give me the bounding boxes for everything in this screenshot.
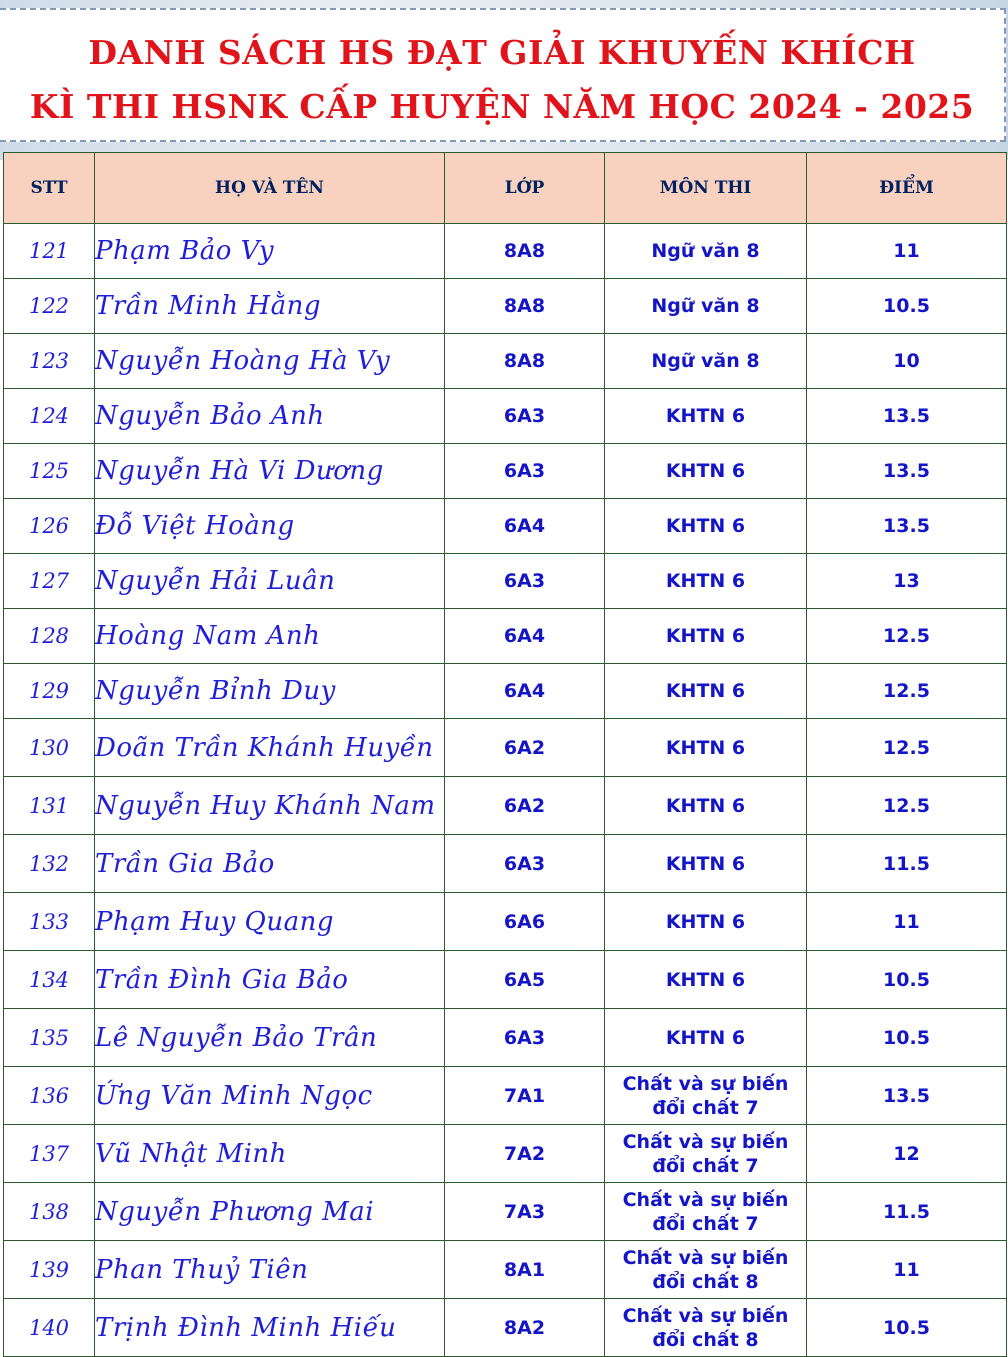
row-stt: 131 bbox=[4, 777, 95, 835]
row-stt: 139 bbox=[4, 1241, 95, 1299]
table-row bbox=[4, 777, 1007, 835]
table-row bbox=[4, 664, 1007, 719]
table-row bbox=[4, 499, 1007, 554]
row-name: Trần Minh Hằng bbox=[95, 279, 445, 334]
row-class: 7A1 bbox=[445, 1067, 605, 1125]
row-subject: Ngữ văn 8 bbox=[605, 279, 807, 334]
row-stt: 136 bbox=[4, 1067, 95, 1125]
row-subject: Chất và sự biến đổi chất 8 bbox=[605, 1241, 807, 1299]
row-class: 7A3 bbox=[445, 1183, 605, 1241]
row-stt: 129 bbox=[4, 664, 95, 719]
row-class: 6A3 bbox=[445, 835, 605, 893]
table-header-row bbox=[4, 153, 1007, 224]
row-subject: Ngữ văn 8 bbox=[605, 224, 807, 279]
row-stt: 121 bbox=[4, 224, 95, 279]
row-name: Doãn Trần Khánh Huyền bbox=[95, 719, 445, 777]
title-line-2: KÌ THI HSNK CẤP HUYỆN NĂM HỌC 2024 - 2025 bbox=[29, 87, 975, 126]
row-class: 6A4 bbox=[445, 499, 605, 554]
row-class: 8A8 bbox=[445, 334, 605, 389]
row-subject: Chất và sự biến đổi chất 7 bbox=[605, 1125, 807, 1183]
table-row bbox=[4, 554, 1007, 609]
header-name: HỌ VÀ TÊN bbox=[95, 153, 445, 224]
row-stt: 137 bbox=[4, 1125, 95, 1183]
row-name: Trần Gia Bảo bbox=[95, 835, 445, 893]
table-row bbox=[4, 835, 1007, 893]
row-score: 11 bbox=[807, 893, 1007, 951]
row-score: 13.5 bbox=[807, 499, 1007, 554]
row-class: 8A1 bbox=[445, 1241, 605, 1299]
row-score: 10 bbox=[807, 334, 1007, 389]
row-subject: KHTN 6 bbox=[605, 609, 807, 664]
table-row bbox=[4, 1299, 1007, 1357]
row-subject: Chất và sự biến đổi chất 7 bbox=[605, 1067, 807, 1125]
row-stt: 134 bbox=[4, 951, 95, 1009]
row-stt: 124 bbox=[4, 389, 95, 444]
row-class: 8A2 bbox=[445, 1299, 605, 1357]
row-score: 13.5 bbox=[807, 1067, 1007, 1125]
row-score: 13.5 bbox=[807, 389, 1007, 444]
row-name: Nguyễn Huy Khánh Nam bbox=[95, 777, 445, 835]
row-score: 10.5 bbox=[807, 1009, 1007, 1067]
row-class: 6A3 bbox=[445, 1009, 605, 1067]
row-class: 6A2 bbox=[445, 777, 605, 835]
header-stt: STT bbox=[4, 153, 95, 224]
row-score: 10.5 bbox=[807, 279, 1007, 334]
title-box bbox=[0, 8, 1006, 142]
row-score: 10.5 bbox=[807, 951, 1007, 1009]
row-score: 13.5 bbox=[807, 444, 1007, 499]
table-row bbox=[4, 1183, 1007, 1241]
row-subject: KHTN 6 bbox=[605, 835, 807, 893]
row-name: Nguyễn Bỉnh Duy bbox=[95, 664, 445, 719]
table-row bbox=[4, 893, 1007, 951]
row-name: Trần Đình Gia Bảo bbox=[95, 951, 445, 1009]
row-score: 10.5 bbox=[807, 1299, 1007, 1357]
row-score: 12 bbox=[807, 1125, 1007, 1183]
row-class: 6A5 bbox=[445, 951, 605, 1009]
row-score: 11.5 bbox=[807, 835, 1007, 893]
row-subject: KHTN 6 bbox=[605, 1009, 807, 1067]
row-class: 6A4 bbox=[445, 664, 605, 719]
awards-table bbox=[3, 152, 1007, 1357]
row-subject: Chất và sự biến đổi chất 7 bbox=[605, 1183, 807, 1241]
row-stt: 127 bbox=[4, 554, 95, 609]
table-body bbox=[4, 224, 1007, 1357]
row-score: 12.5 bbox=[807, 777, 1007, 835]
row-subject: KHTN 6 bbox=[605, 719, 807, 777]
table-row bbox=[4, 444, 1007, 499]
header-score: ĐIỂM bbox=[807, 153, 1007, 224]
row-subject: Ngữ văn 8 bbox=[605, 334, 807, 389]
row-subject: Chất và sự biến đổi chất 8 bbox=[605, 1299, 807, 1357]
row-class: 6A2 bbox=[445, 719, 605, 777]
row-stt: 125 bbox=[4, 444, 95, 499]
row-class: 6A6 bbox=[445, 893, 605, 951]
table-row bbox=[4, 951, 1007, 1009]
row-subject: KHTN 6 bbox=[605, 499, 807, 554]
row-subject: KHTN 6 bbox=[605, 389, 807, 444]
row-subject: KHTN 6 bbox=[605, 951, 807, 1009]
row-subject: KHTN 6 bbox=[605, 444, 807, 499]
row-stt: 126 bbox=[4, 499, 95, 554]
row-class: 6A3 bbox=[445, 554, 605, 609]
row-class: 8A8 bbox=[445, 224, 605, 279]
table-row bbox=[4, 719, 1007, 777]
row-name: Nguyễn Hải Luân bbox=[95, 554, 445, 609]
row-name: Trịnh Đình Minh Hiếu bbox=[95, 1299, 445, 1357]
row-name: Nguyễn Hà Vi Dương bbox=[95, 444, 445, 499]
row-class: 6A3 bbox=[445, 444, 605, 499]
row-name: Phạm Bảo Vy bbox=[95, 224, 445, 279]
row-stt: 133 bbox=[4, 893, 95, 951]
table-row bbox=[4, 1241, 1007, 1299]
table-row bbox=[4, 389, 1007, 444]
row-stt: 132 bbox=[4, 835, 95, 893]
row-stt: 123 bbox=[4, 334, 95, 389]
row-stt: 130 bbox=[4, 719, 95, 777]
row-name: Đỗ Việt Hoàng bbox=[95, 499, 445, 554]
row-name: Phan Thuỷ Tiên bbox=[95, 1241, 445, 1299]
row-score: 12.5 bbox=[807, 609, 1007, 664]
table-row bbox=[4, 1009, 1007, 1067]
row-name: Nguyễn Hoàng Hà Vy bbox=[95, 334, 445, 389]
row-score: 11 bbox=[807, 1241, 1007, 1299]
row-stt: 122 bbox=[4, 279, 95, 334]
row-stt: 128 bbox=[4, 609, 95, 664]
row-name: Ứng Văn Minh Ngọc bbox=[95, 1067, 445, 1125]
row-stt: 138 bbox=[4, 1183, 95, 1241]
row-score: 12.5 bbox=[807, 719, 1007, 777]
row-score: 12.5 bbox=[807, 664, 1007, 719]
table-row bbox=[4, 334, 1007, 389]
row-subject: KHTN 6 bbox=[605, 893, 807, 951]
table-row bbox=[4, 279, 1007, 334]
row-score: 11 bbox=[807, 224, 1007, 279]
row-stt: 140 bbox=[4, 1299, 95, 1357]
row-name: Phạm Huy Quang bbox=[95, 893, 445, 951]
row-name: Nguyễn Phương Mai bbox=[95, 1183, 445, 1241]
table-row bbox=[4, 609, 1007, 664]
header-subject: MÔN THI bbox=[605, 153, 807, 224]
row-subject: KHTN 6 bbox=[605, 554, 807, 609]
row-class: 7A2 bbox=[445, 1125, 605, 1183]
header-class: LỚP bbox=[445, 153, 605, 224]
row-name: Vũ Nhật Minh bbox=[95, 1125, 445, 1183]
table-row bbox=[4, 1067, 1007, 1125]
row-subject: KHTN 6 bbox=[605, 777, 807, 835]
row-stt: 135 bbox=[4, 1009, 95, 1067]
row-class: 6A3 bbox=[445, 389, 605, 444]
row-score: 13 bbox=[807, 554, 1007, 609]
row-class: 6A4 bbox=[445, 609, 605, 664]
table-row bbox=[4, 1125, 1007, 1183]
title-line-1: DANH SÁCH HS ĐẠT GIẢI KHUYẾN KHÍCH bbox=[88, 33, 916, 72]
row-name: Nguyễn Bảo Anh bbox=[95, 389, 445, 444]
row-score: 11.5 bbox=[807, 1183, 1007, 1241]
row-class: 8A8 bbox=[445, 279, 605, 334]
row-subject: KHTN 6 bbox=[605, 664, 807, 719]
row-name: Lê Nguyễn Bảo Trân bbox=[95, 1009, 445, 1067]
table-row bbox=[4, 224, 1007, 279]
row-name: Hoàng Nam Anh bbox=[95, 609, 445, 664]
